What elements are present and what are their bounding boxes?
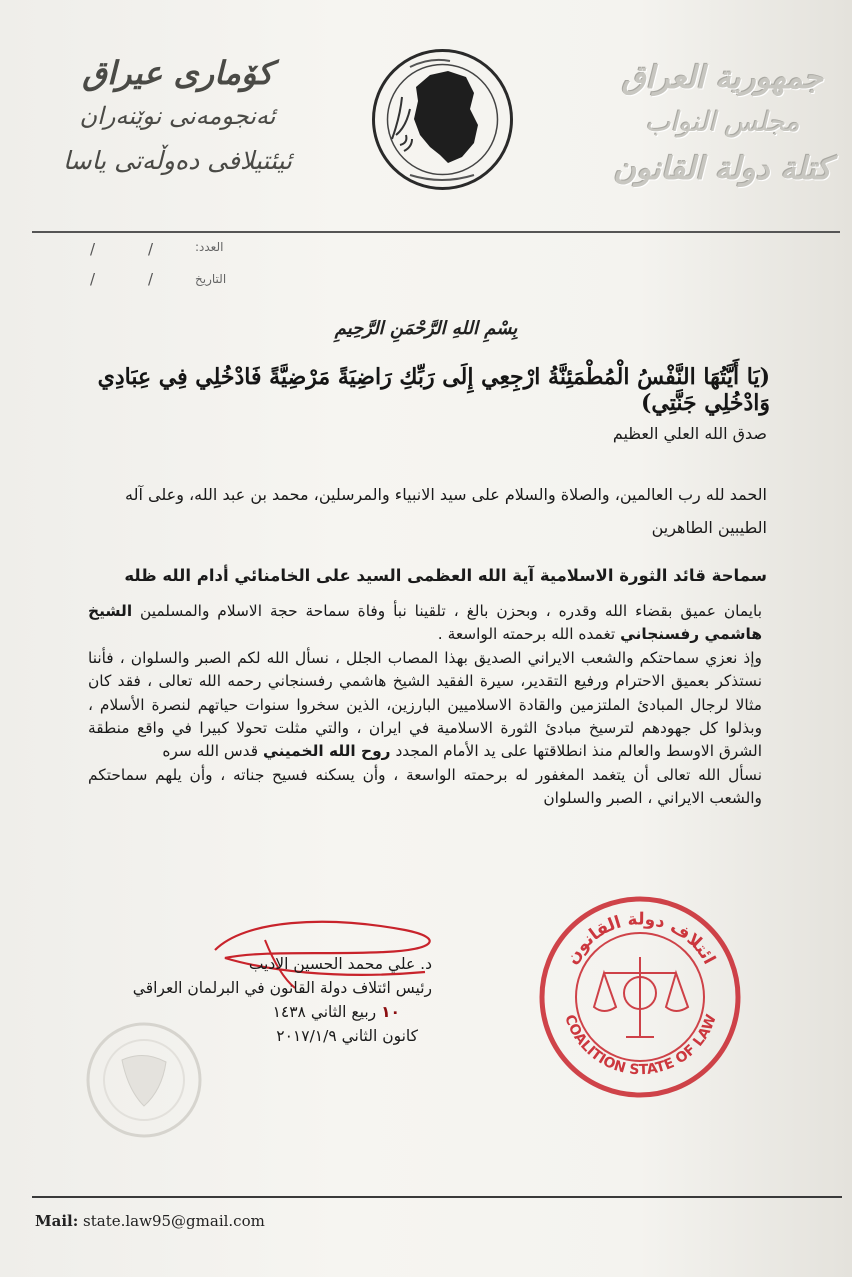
addressee: سماحة قائد الثورة الاسلامية آية الله العظمى السيد على الخامنائي أدام الله ظله (124, 566, 767, 585)
basmala: بِسْمِ اللهِ الرَّحْمَنِ الرَّحِيمِ (334, 318, 518, 339)
header-divider (32, 231, 840, 233)
header-kurdish (55, 52, 300, 184)
ref-date-slash-2: / (90, 270, 96, 288)
body-p2-end: قدس الله سره (162, 742, 259, 761)
quran-verse: (يَا أَيَّتُهَا النَّفْسُ الْمُطْمَئِنَّةُ ارْجِعِي إِلَى رَبِّكِ رَاضِيَةً مَرْضِيَّةً فَادْخُلِي فِي عِبَادِي وَادْخُلِي جَنَّتِي) (97, 364, 770, 416)
scales-icon (594, 957, 688, 1037)
ref-date-label: التاريخ (195, 272, 227, 286)
header-arabic-line-3: كتلة دولة القانون (613, 151, 832, 187)
stamp-bottom-text: COALITION STATE OF LAW (561, 1012, 720, 1079)
header-arabic-line-1: جمهورية العراق (621, 60, 824, 96)
body-p1-bold: الشيخ هاشمي رفسنجاني (88, 602, 762, 644)
header-kurdish-line-2: ئەنجومەنى نوێنەران (79, 102, 276, 130)
header-arabic (600, 55, 845, 193)
signatory-name: د. علي محمد الحسين الاديب (248, 955, 432, 973)
body-p1-end: تغمده الله برحمته الواسعة . (437, 625, 616, 644)
header-kurdish-line-1: كۆمارى عیراق (82, 54, 273, 92)
footer-divider (32, 1196, 842, 1198)
signatory-title: رئيس ائتلاف دولة القانون في البرلمان العراقي (132, 979, 432, 997)
embossed-seal-icon (82, 1020, 207, 1140)
ref-date-slash-1: / (148, 270, 154, 288)
ref-number-slash-2: / (90, 240, 96, 258)
body-p3: نسأل الله تعالى أن يتغمد المغفور له برحمته الواسعة ، وأن يسكنه فسيح جناته ، وأن يلهم سماحتكم والشعب الايراني ، الصبر والسلوان (88, 765, 762, 808)
coalition-stamp (538, 895, 743, 1100)
hijri-rest: ربيع الثاني ١٤٣٨ (272, 1003, 377, 1021)
verse-closing: صدق الله العلي العظيم (612, 424, 767, 443)
hijri-day: ١٠ (381, 1003, 400, 1021)
header-arabic-line-2: مجلس النواب (645, 107, 800, 138)
body-p1: بايمان عميق بقضاء الله وقدره ، وبحزن بالغ ، تلقينا نبأ وفاة سماحة حجة الاسلام والمسلمين (140, 602, 762, 620)
mail-label: Mail: (35, 1212, 79, 1230)
header-kurdish-line-3: ئیئتیلافى دەوڵەتى یاسا (63, 146, 292, 175)
letter-body (88, 600, 762, 811)
iraq-map-emblem-icon (370, 47, 515, 192)
stamp-top-text: ائتلاف دولة القانون (562, 909, 720, 968)
body-p2: وإذ نعزي سماحتكم والشعب الايراني الصديق بهذا المصاب الجلل ، نسأل الله لكم الصبر والسلوان ، فأننا نستذكر بعميق الاحترام ورفيع التقدير، سيرة الفقيد الشيخ هاشمي رفسنجاني رحمه الله تعالى ، فقد كان مثالا لرجال المبادئ الملتزمين والقادة الاسلاميين البارزين، الذين سخروا سنوات حياتهم لنصرة الأسلام ، وبذلوا كل جهودهم لترسيخ مبادئ الثورة الاسلامية في ايران ، والتي مثلت تحولا كبيرا في واقع منطقة الشرق الاوسط والعالم منذ انطلاقتها على يد الأمام المجدد (88, 648, 762, 761)
footer-mail (35, 1212, 265, 1230)
ref-number-slash-1: / (148, 240, 154, 258)
ref-number-label: العدد: (195, 240, 224, 254)
gregorian-date: كانون الثاني ٢٠١٧/١/٩ (276, 1027, 418, 1045)
body-p2-bold: روح الله الخميني (263, 742, 391, 761)
praise-paragraph: الحمد لله رب العالمين، والصلاة والسلام على سيد الانبياء والمرسلين، محمد بن عبد الله، وعلى آله الطيبين الطاهرين (125, 485, 767, 537)
mail-link[interactable]: state.law95@gmail.com (83, 1212, 265, 1230)
